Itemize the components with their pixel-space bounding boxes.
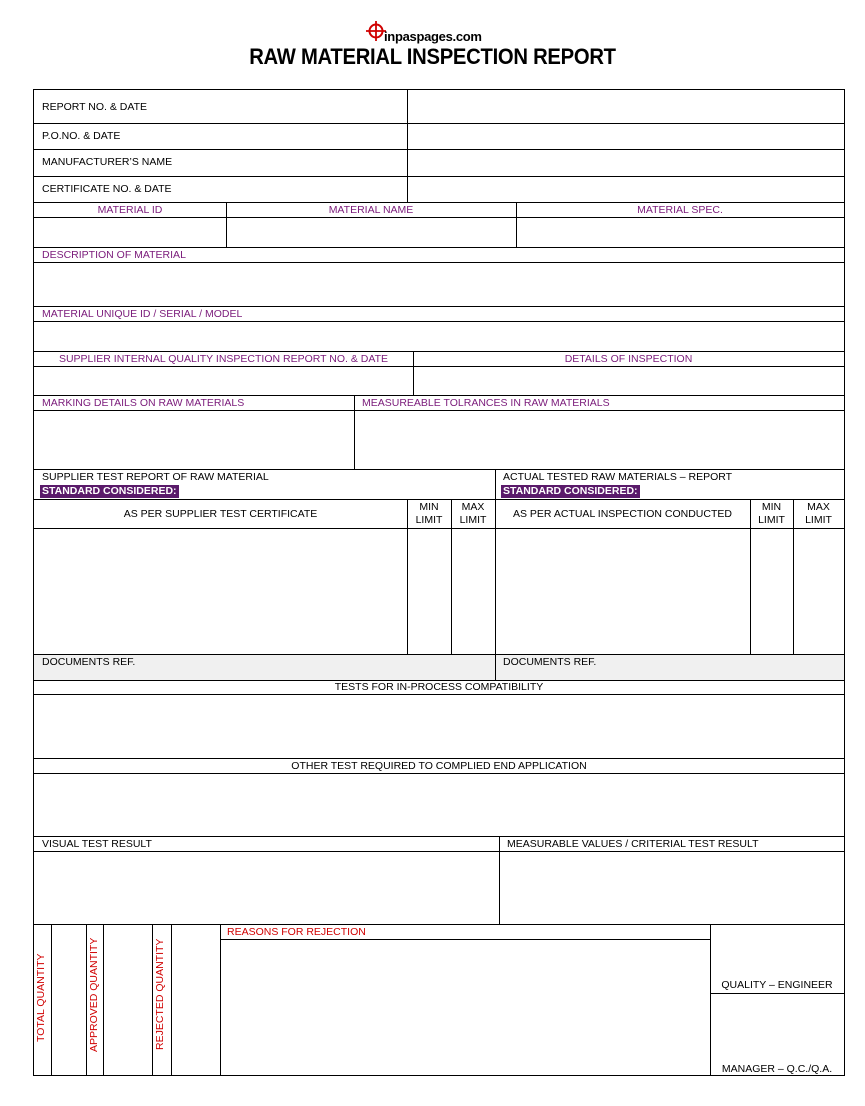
tolerances-label: MEASUREABLE TOLRANCES IN RAW MATERIALS xyxy=(362,397,610,409)
actual-col-min: MIN xyxy=(761,501,782,513)
rejected-quantity-label: REJECTED QUANTITY xyxy=(154,938,166,1050)
supplier-col-max-limit: LIMIT xyxy=(459,514,487,526)
po-no-label: P.O.NO. & DATE xyxy=(42,130,121,142)
in-process-label: TESTS FOR IN-PROCESS COMPATIBILITY xyxy=(334,681,544,693)
unique-id-label: MATERIAL UNIQUE ID / SERIAL / MODEL xyxy=(42,308,243,320)
manufacturer-label: MANUFACTURER’S NAME xyxy=(42,156,173,168)
brand-logo xyxy=(366,20,482,44)
details-of-inspection-label: DETAILS OF INSPECTION xyxy=(564,353,693,365)
other-test-label: OTHER TEST REQUIRED TO COMPLIED END APPLICATION xyxy=(291,760,587,772)
supplier-col-min: MIN xyxy=(419,501,439,513)
actual-col-min-limit: LIMIT xyxy=(758,514,785,526)
supplier-standard-badge: STANDARD CONSIDERED: xyxy=(42,485,177,497)
inspection-form xyxy=(33,89,845,1076)
actual-col-max: MAX xyxy=(807,501,830,513)
manager-signature: MANAGER – Q.C./Q.A. xyxy=(721,1063,833,1075)
actual-test-heading: ACTUAL TESTED RAW MATERIALS – REPORT xyxy=(503,471,733,483)
visual-test-label: VISUAL TEST RESULT xyxy=(42,838,152,850)
supplier-col-min-limit: LIMIT xyxy=(415,514,443,526)
description-label: DESCRIPTION OF MATERIAL xyxy=(42,249,186,261)
supplier-col-max: MAX xyxy=(461,501,485,513)
actual-col-max-limit: LIMIT xyxy=(805,514,832,526)
page-title: RAW MATERIAL INSPECTION REPORT xyxy=(249,44,616,69)
logo-text: inpaspages.com xyxy=(384,28,482,44)
certificate-label: CERTIFICATE NO. & DATE xyxy=(42,183,172,195)
actual-col-main: AS PER ACTUAL INSPECTION CONDUCTED xyxy=(513,508,732,520)
report-no-label: REPORT NO. & DATE xyxy=(42,101,148,113)
measurable-values-label: MEASURABLE VALUES / CRITERIAL TEST RESULT xyxy=(507,838,759,850)
rejection-reasons-label: REASONS FOR REJECTION xyxy=(227,926,366,938)
quality-engineer-signature: QUALITY – ENGINEER xyxy=(721,979,833,991)
material-name-label: MATERIAL NAME xyxy=(328,204,414,216)
supplier-internal-label: SUPPLIER INTERNAL QUALITY INSPECTION REPORT NO. & DATE xyxy=(58,353,389,365)
supplier-col-main: AS PER SUPPLIER TEST CERTIFICATE xyxy=(123,508,318,520)
marking-details-label: MARKING DETAILS ON RAW MATERIALS xyxy=(42,397,245,409)
actual-standard-badge: STANDARD CONSIDERED: xyxy=(503,485,638,497)
supplier-test-heading: SUPPLIER TEST REPORT OF RAW MATERIAL xyxy=(42,471,269,483)
material-id-label: MATERIAL ID xyxy=(97,204,163,216)
approved-quantity-label: APPROVED QUANTITY xyxy=(88,937,100,1052)
actual-documents-ref: DOCUMENTS REF. xyxy=(503,656,597,668)
supplier-documents-ref: DOCUMENTS REF. xyxy=(42,656,136,668)
total-quantity-label: TOTAL QUANTITY xyxy=(35,953,47,1042)
documents-row-bg xyxy=(34,655,844,680)
material-spec-label: MATERIAL SPEC. xyxy=(637,204,723,216)
